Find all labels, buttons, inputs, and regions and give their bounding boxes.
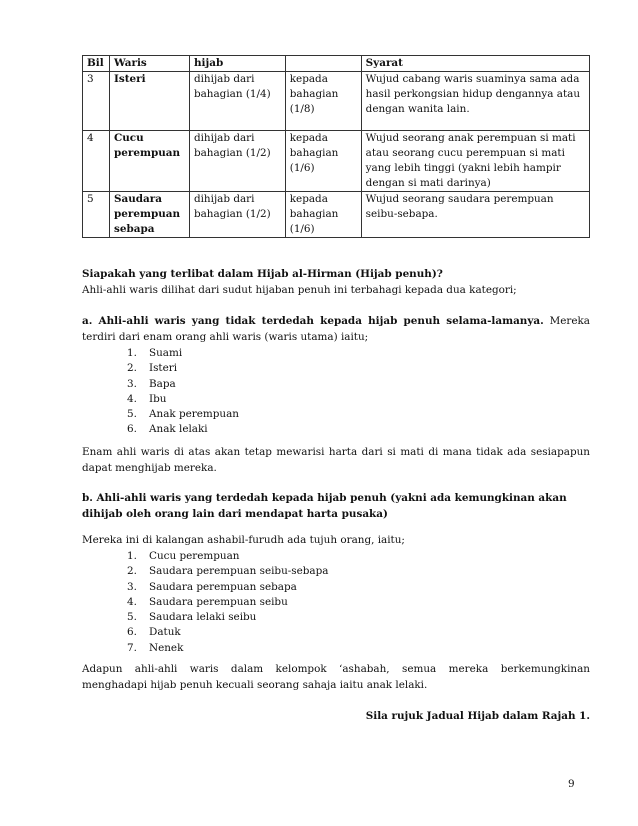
list-item <box>82 376 590 391</box>
cell-waris: Cucu perempuan <box>109 131 189 192</box>
list-number: 2. <box>127 565 137 578</box>
cell-hijab-dari: dihijab dari bahagian (1/2) <box>189 131 285 192</box>
category-a-list <box>82 345 590 437</box>
category-b-title: dihijab oleh orang lain dari mendapat harta pusaka) <box>82 508 388 520</box>
section-heading: Siapakah yang terlibat dalam Hijab al-Hirman (Hijab penuh)? <box>82 268 443 280</box>
list-label: Saudara perempuan seibu <box>149 595 288 608</box>
category-b-intro: Mereka ini di kalangan ashabil-furudh ada tujuh orang, iaitu; <box>82 534 405 546</box>
cell-bil: 3 <box>83 72 110 131</box>
reference-note: Sila rujuk Jadual Hijab dalam Rajah 1. <box>365 710 590 722</box>
section-intro: Ahli-ahli waris dilihat dari sudut hijaban penuh ini terbahagi kepada dua kategori; <box>82 284 517 296</box>
list-label: Cucu perempuan <box>149 550 240 562</box>
table-row <box>83 131 590 192</box>
header-hijab: hijab <box>189 56 285 72</box>
page-number: 9 <box>568 778 575 790</box>
list-label: Saudara lelaki seibu <box>149 611 257 624</box>
list-label: Anak lelaki <box>149 423 208 436</box>
table-header-row <box>83 56 590 72</box>
list-item <box>82 609 590 624</box>
list-label: Bapa <box>149 377 176 390</box>
list-number: 4. <box>127 392 137 405</box>
category-a-line1 <box>82 313 590 329</box>
closing-line: Adapun ahli-ahli waris dalam kelompok ‘ashabah, semua mereka berkemungkinan <box>82 663 590 675</box>
list-item <box>82 345 590 360</box>
cell-bil: 4 <box>83 131 110 192</box>
closing-line: dapat menghijab mereka. <box>82 462 217 474</box>
category-b <box>82 490 590 522</box>
header-empty <box>285 56 361 72</box>
header-syarat: Syarat <box>361 56 589 72</box>
table-row <box>83 72 590 131</box>
category-b-closing <box>82 661 590 693</box>
category-a-text-rest: Mereka <box>543 315 590 327</box>
list-label: Ibu <box>149 392 167 405</box>
list-item <box>82 563 590 578</box>
list-label: Saudara perempuan sebapa <box>149 580 297 593</box>
list-item <box>82 406 590 421</box>
header-waris: Waris <box>109 56 189 72</box>
list-item <box>82 421 590 436</box>
list-item <box>82 579 590 594</box>
list-number: 6. <box>127 626 137 639</box>
list-number: 3. <box>127 580 137 593</box>
closing-line: Enam ahli waris di atas akan tetap mewarisi harta dari si mati di mana tidak ada sesiapapun <box>82 446 590 458</box>
cell-waris: Saudara perempuan sebapa <box>109 192 189 238</box>
cell-hijab-kepada: kepada bahagian (1/6) <box>285 131 361 192</box>
cell-hijab-dari: dihijab dari bahagian (1/2) <box>189 192 285 238</box>
cell-syarat: Wujud seorang anak perempuan si mati atau seorang cucu perempuan si mati yang lebih tinggi (yakni lebih hampir dengan si mati darinya) <box>361 131 589 192</box>
header-bil: Bil <box>83 56 110 72</box>
cell-waris: Isteri <box>109 72 189 131</box>
list-item <box>82 548 590 563</box>
category-a-title: a. Ahli-ahli waris yang tidak terdedah kepada hijab penuh selama-lamanya. <box>82 315 544 327</box>
cell-bil: 5 <box>83 192 110 238</box>
category-b-title: b. Ahli-ahli waris yang terdedah kepada hijab penuh (yakni ada kemungkinan akan <box>82 492 567 504</box>
list-item <box>82 360 590 375</box>
list-label: Isteri <box>149 362 178 375</box>
list-number: 7. <box>127 641 137 654</box>
list-item <box>82 391 590 406</box>
category-b-list <box>82 548 590 655</box>
list-item <box>82 624 590 639</box>
category-b-body <box>82 532 590 655</box>
list-number: 5. <box>127 408 137 421</box>
cell-hijab-kepada: kepada bahagian (1/8) <box>285 72 361 131</box>
category-a <box>82 313 590 437</box>
cell-hijab-dari: dihijab dari bahagian (1/4) <box>189 72 285 131</box>
list-number: 4. <box>127 595 137 608</box>
cell-syarat: Wujud seorang saudara perempuan seibu-sebapa. <box>361 192 589 238</box>
closing-line: menghadapi hijab penuh kecuali seorang sahaja iaitu anak lelaki. <box>82 679 428 691</box>
list-label: Anak perempuan <box>149 408 239 421</box>
list-item <box>82 640 590 655</box>
list-item <box>82 594 590 609</box>
section-hijab-hirman <box>82 266 590 298</box>
list-number: 3. <box>127 377 137 390</box>
category-a-closing <box>82 444 590 476</box>
list-label: Suami <box>149 347 183 359</box>
list-number: 2. <box>127 362 137 375</box>
list-label: Nenek <box>149 641 184 654</box>
category-a-text: terdiri dari enam orang ahli waris (waris utama) iaitu; <box>82 331 369 343</box>
list-number: 1. <box>127 347 137 359</box>
list-number: 1. <box>127 550 137 562</box>
table-row <box>83 192 590 238</box>
list-number: 5. <box>127 611 137 624</box>
list-label: Saudara perempuan seibu-sebapa <box>149 565 329 578</box>
cell-syarat: Wujud cabang waris suaminya sama ada hasil perkongsian hidup dengannya atau dengan wanita lain. <box>361 72 589 131</box>
list-number: 6. <box>127 423 137 436</box>
list-label: Datuk <box>149 626 181 639</box>
cell-hijab-kepada: kepada bahagian (1/6) <box>285 192 361 238</box>
hijab-table <box>82 55 590 238</box>
